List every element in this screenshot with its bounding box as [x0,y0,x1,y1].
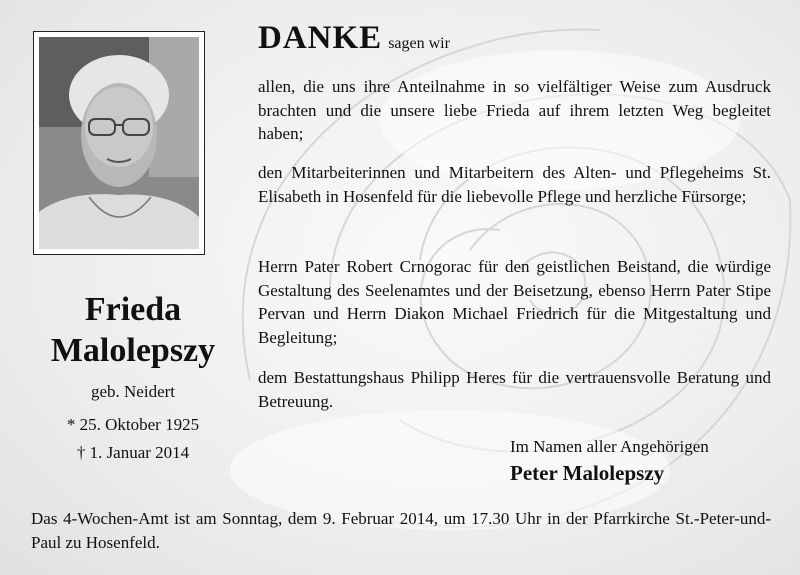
signature-line: Im Namen aller Angehörigen [510,437,709,456]
heading [258,20,450,57]
heading-danke: DANKE [258,20,383,56]
thanks-paragraph: den Mitarbeiterinnen und Mitarbeitern des Alten- und Pflegeheims St. Elisabeth in Hosenfeld für die liebevolle Pflege und herzliche Fürsorge; [258,163,771,206]
portrait-photo-frame [33,31,205,255]
death-date: † 1. Januar 2014 [76,443,190,462]
portrait-photo [39,37,199,249]
birth-name: geb. Neidert [90,382,176,401]
birth-date: * 25. Oktober 1925 [66,415,200,434]
heading-sagen-wir: sagen wir [388,35,450,52]
deceased-first-name: Frieda [84,291,182,328]
signature-name: Peter Malolepszy [510,461,665,485]
thanks-paragraph: allen, die uns ihre Anteilnahme in so vielfältiger Weise zum Ausdruck brachten und die unsere liebe Frieda auf ihrem letzten Weg begleitet haben; [258,77,771,144]
memorial-service-notice: Das 4-Wochen-Amt ist am Sonntag, dem 9. Februar 2014, um 17.30 Uhr in der Pfarrkirche St.-Peter-und-Paul zu Hosenfeld. [31,509,771,552]
thanks-paragraph: dem Bestattungshaus Philipp Heres für die vertrauensvolle Beratung und Betreuung. [258,368,771,411]
deceased-last-name: Malolepszy [50,332,216,369]
thanks-paragraph: Herrn Pater Robert Crnogorac für den geistlichen Beistand, die würdige Gestaltung des Seelenamtes und der Beisetzung, ebenso Herrn Pater Stipe Pervan und Herrn Diakon Michael Friedrich für die Mitgestaltung und Begleitung; [258,257,771,347]
